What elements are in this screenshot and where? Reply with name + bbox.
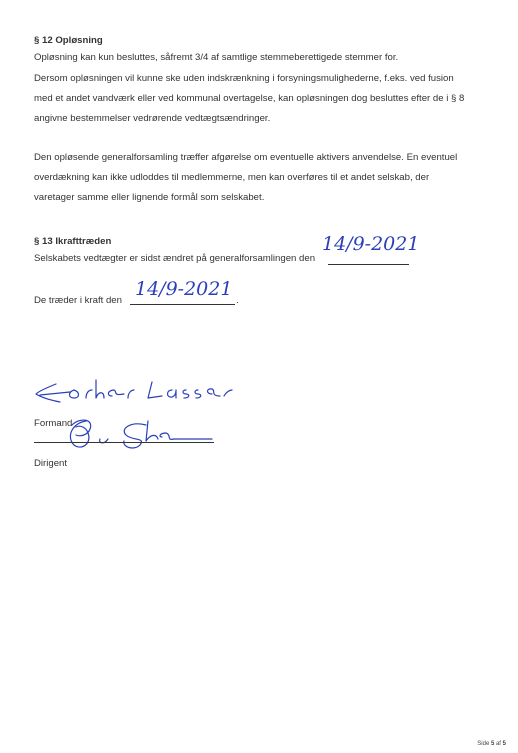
section-12-line-7: varetager samme eller lignende formål som selskabet. [34, 192, 265, 203]
effective-date-handwritten: 14/9-2021 [135, 278, 233, 300]
effective-period: . [236, 295, 239, 306]
section-12-line-3: med et andet vandværk eller ved kommunal overtagelse, kan opløsningen dog besluttes efter de i § 8 [34, 93, 465, 104]
effective-date-line [130, 304, 235, 305]
footer-page-total: 5 [502, 741, 506, 747]
section-13-heading: § 13 Ikrafttræden [34, 236, 112, 247]
moderator-label: Dirigent [34, 458, 68, 469]
footer-of: af [495, 741, 501, 747]
effective-text: De træder i kraft den [34, 295, 122, 306]
footer-page-number: 5 [490, 741, 495, 747]
amended-date-handwritten: 14/9-2021 [322, 233, 420, 255]
moderator-signature [62, 415, 202, 455]
section-12-line-4: angivne bestemmelser vedrørende vedtægtsændringer. [34, 113, 271, 124]
chairman-signature [34, 378, 234, 408]
section-12-line-5: Den opløsende generalforsamling træffer afgørelse om eventuelle aktivers anvendelse. En eventuel [34, 152, 458, 163]
amended-text: Selskabets vedtægter er sidst ændret på generalforsamlingen den [34, 253, 316, 264]
section-12-line-2: Dersom opløsningen vil kunne ske uden indskrænkning i forsyningsmulighederne, f.eks. ved fusion [34, 73, 454, 84]
section-12-line-1: Opløsning kan kun besluttes, såfremt 3/4 af samtlige stemmeberettigede stemmer for. [34, 52, 399, 63]
section-12-line-6: overdækning kan ikke udloddes til medlemmerne, men kan overføres til et andet selskab, der [34, 172, 430, 183]
amended-date-line [328, 264, 409, 265]
page-footer [477, 741, 506, 747]
moderator-signature-line [34, 442, 214, 443]
footer-prefix: Side [477, 741, 490, 747]
section-12-heading: § 12 Opløsning [34, 35, 103, 46]
chairman-label: Formand [34, 418, 73, 429]
